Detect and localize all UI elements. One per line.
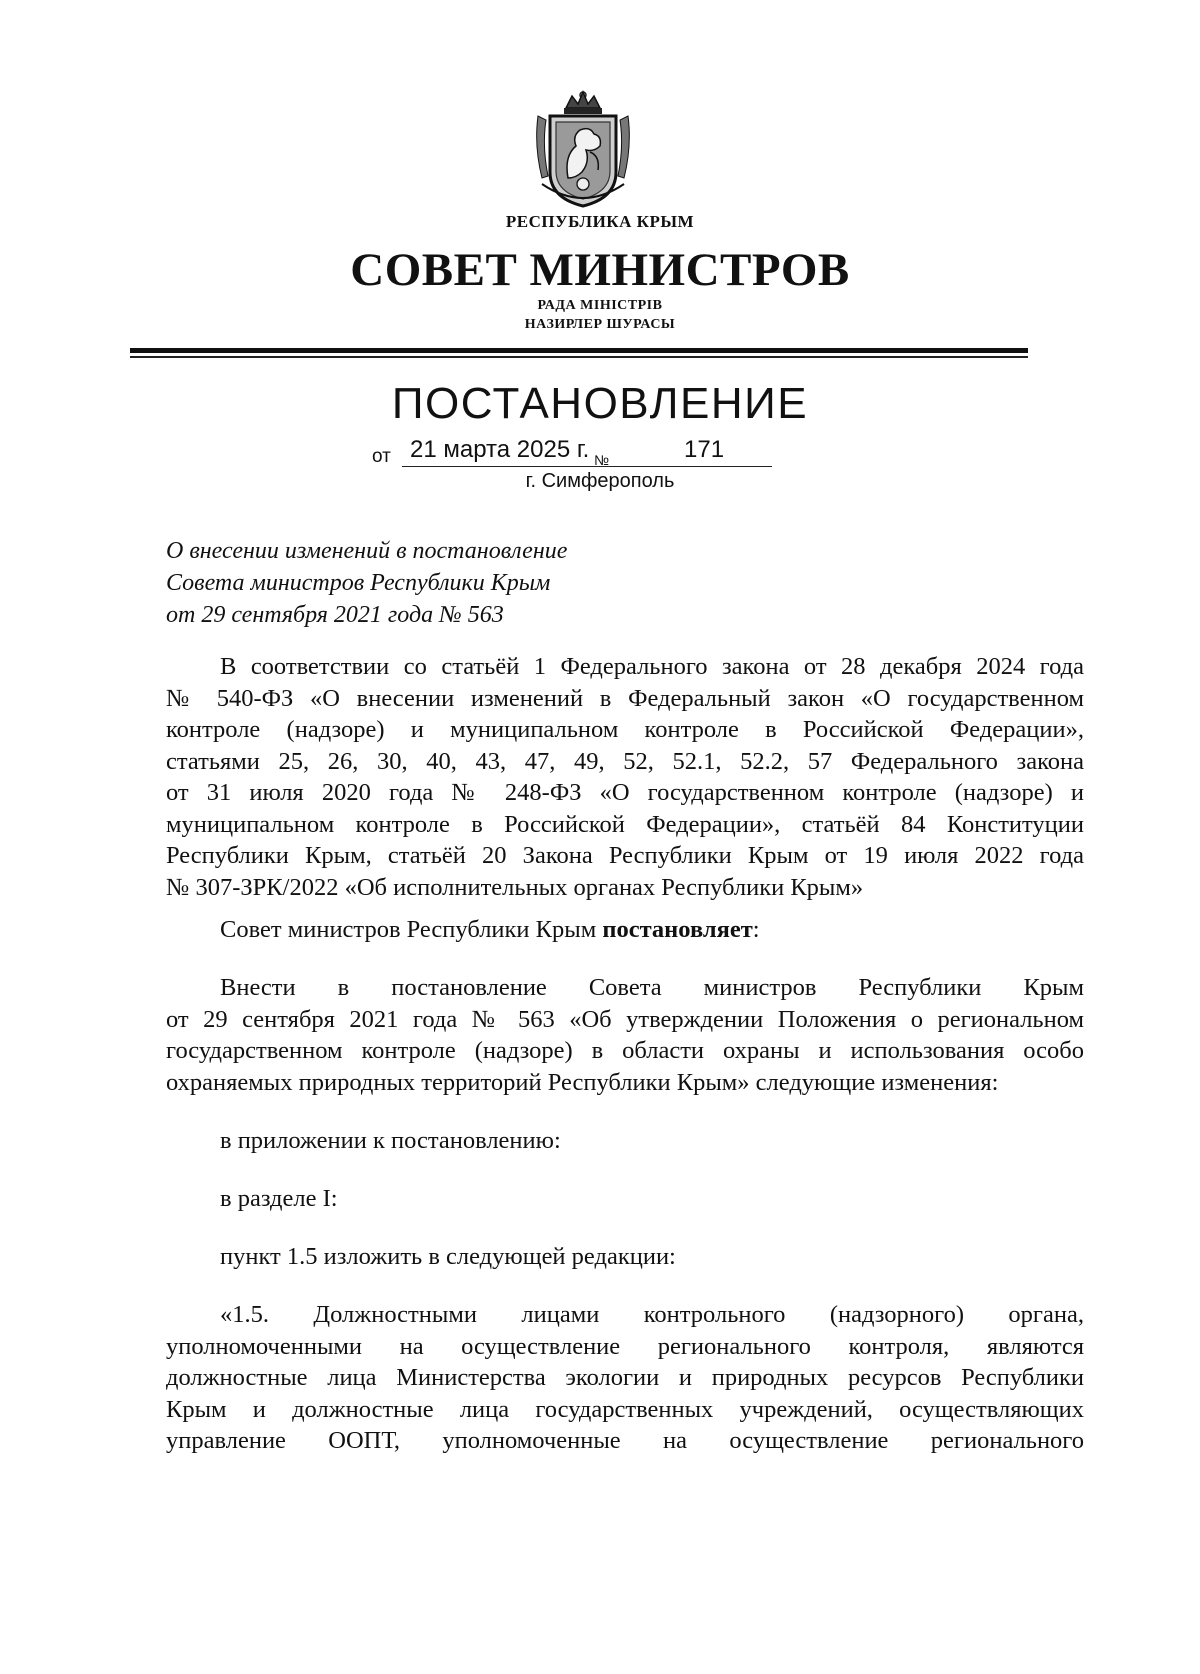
council-name: СОВЕТ МИНИСТРОВ	[350, 244, 850, 296]
paragraph-line: В соответствии со статьёй 1 Федерального закона от 28 декабря 2024 года	[220, 653, 1084, 680]
amendment-paragraph	[166, 972, 1084, 1098]
paragraph-line: от 31 июля 2020 года № 248-ФЗ «О государственном контроле (надзоре) и	[166, 779, 1084, 806]
paragraph-line: № 540-ФЗ «О внесении изменений в Федеральный закон «О государственном	[166, 684, 1084, 712]
word: Крым	[1023, 974, 1084, 1001]
paragraph-line	[166, 972, 1084, 1004]
word: лицами	[521, 1301, 600, 1328]
resolves-colon: :	[752, 916, 760, 943]
word: Внести	[220, 974, 296, 1001]
quoted-point-paragraph	[166, 1299, 1084, 1457]
issue-city: г. Симферополь	[525, 470, 675, 492]
paragraph-line: в разделе I:	[220, 1185, 338, 1212]
subject-line: Совета министров Республики Крым	[166, 570, 551, 596]
appendix-item	[166, 1125, 1084, 1157]
resolves-prefix: Совет министров Республики Крым	[220, 916, 597, 943]
resolves-line	[166, 914, 1084, 946]
paragraph-line: Крым и должностные лица государственных учреждений, осуществляющих	[166, 1395, 1084, 1423]
word: Республики	[858, 974, 982, 1001]
decree-subject	[166, 535, 567, 631]
resolves-verb: постановляет	[602, 916, 753, 943]
paragraph-line: в приложении к постановлению:	[220, 1127, 561, 1154]
republic-name: РЕСПУБЛИКА КРЫМ	[505, 212, 695, 231]
paragraph-line: статьями 25, 26, 30, 40, 43, 47, 49, 52, 52.1, 52.2, 57 Федерального закона	[166, 747, 1084, 775]
document-type-title: ПОСТАНОВЛЕНИЕ	[391, 379, 809, 428]
word: «1.5.	[220, 1301, 269, 1328]
paragraph-line: муниципальном контроле в Российской Федерации», статьёй 84 Конституции	[166, 810, 1084, 838]
word: в	[337, 974, 350, 1001]
crimea-coat-of-arms-icon	[528, 86, 638, 212]
decree-date: 21 марта 2025 г.	[410, 436, 590, 463]
subject-line: О внесении изменений в постановление	[166, 538, 568, 564]
header-divider-thin	[130, 356, 1028, 358]
word: постановление	[391, 974, 547, 1001]
preamble-paragraph	[166, 651, 1084, 903]
subject-line: от 29 сентября 2021 года № 563	[166, 602, 504, 628]
paragraph-line: должностные лица Министерства экологии и природных ресурсов Республики	[166, 1364, 1084, 1391]
paragraph-line: № 307-ЗРК/2022 «Об исполнительных органах Республики Крым»	[166, 873, 864, 901]
paragraph-line	[166, 1299, 1084, 1331]
paragraph-line: пункт 1.5 изложить в следующей редакции:	[220, 1243, 676, 1270]
point-item	[166, 1241, 1084, 1273]
decree-number: 171	[684, 436, 725, 463]
date-prefix: от	[372, 446, 391, 467]
paragraph-line: Республики Крым, статьёй 20 Закона Республики Крым от 19 июля 2022 года	[166, 842, 1084, 869]
word: (надзорного)	[829, 1301, 964, 1328]
word: Совета	[588, 974, 662, 1001]
paragraph-line: уполномоченными на осуществление регионального контроля, являются	[166, 1332, 1084, 1360]
word: министров	[703, 974, 817, 1001]
council-name-ukrainian: РАДА МІНІСТРІВ	[537, 298, 663, 313]
decree-date-number-row	[372, 432, 772, 470]
date-underline	[402, 466, 772, 467]
word: Должностными	[313, 1301, 477, 1328]
section-item	[166, 1183, 1084, 1215]
paragraph-line: управление ООПТ, уполномоченные на осуществление регионального	[166, 1427, 1084, 1454]
number-sign: №	[594, 452, 610, 468]
paragraph-line: контроле (надзоре) и муниципальном контроле в Российской Федерации»,	[166, 716, 1084, 743]
word: контрольного	[643, 1301, 786, 1328]
header-divider-thick	[130, 348, 1028, 353]
paragraph-line: охраняемых природных территорий Республики Крым» следующие изменения:	[166, 1068, 999, 1096]
paragraph-line: от 29 сентября 2021 года № 563 «Об утверждении Положения о региональном	[166, 1005, 1084, 1033]
paragraph-line: государственном контроле (надзоре) в области охраны и использования особо	[166, 1037, 1084, 1064]
word: органа,	[1008, 1301, 1084, 1328]
council-name-crimean-tatar: НАЗИРЛЕР ШУРАСЫ	[524, 317, 676, 332]
resolves-paragraph	[166, 914, 1084, 946]
